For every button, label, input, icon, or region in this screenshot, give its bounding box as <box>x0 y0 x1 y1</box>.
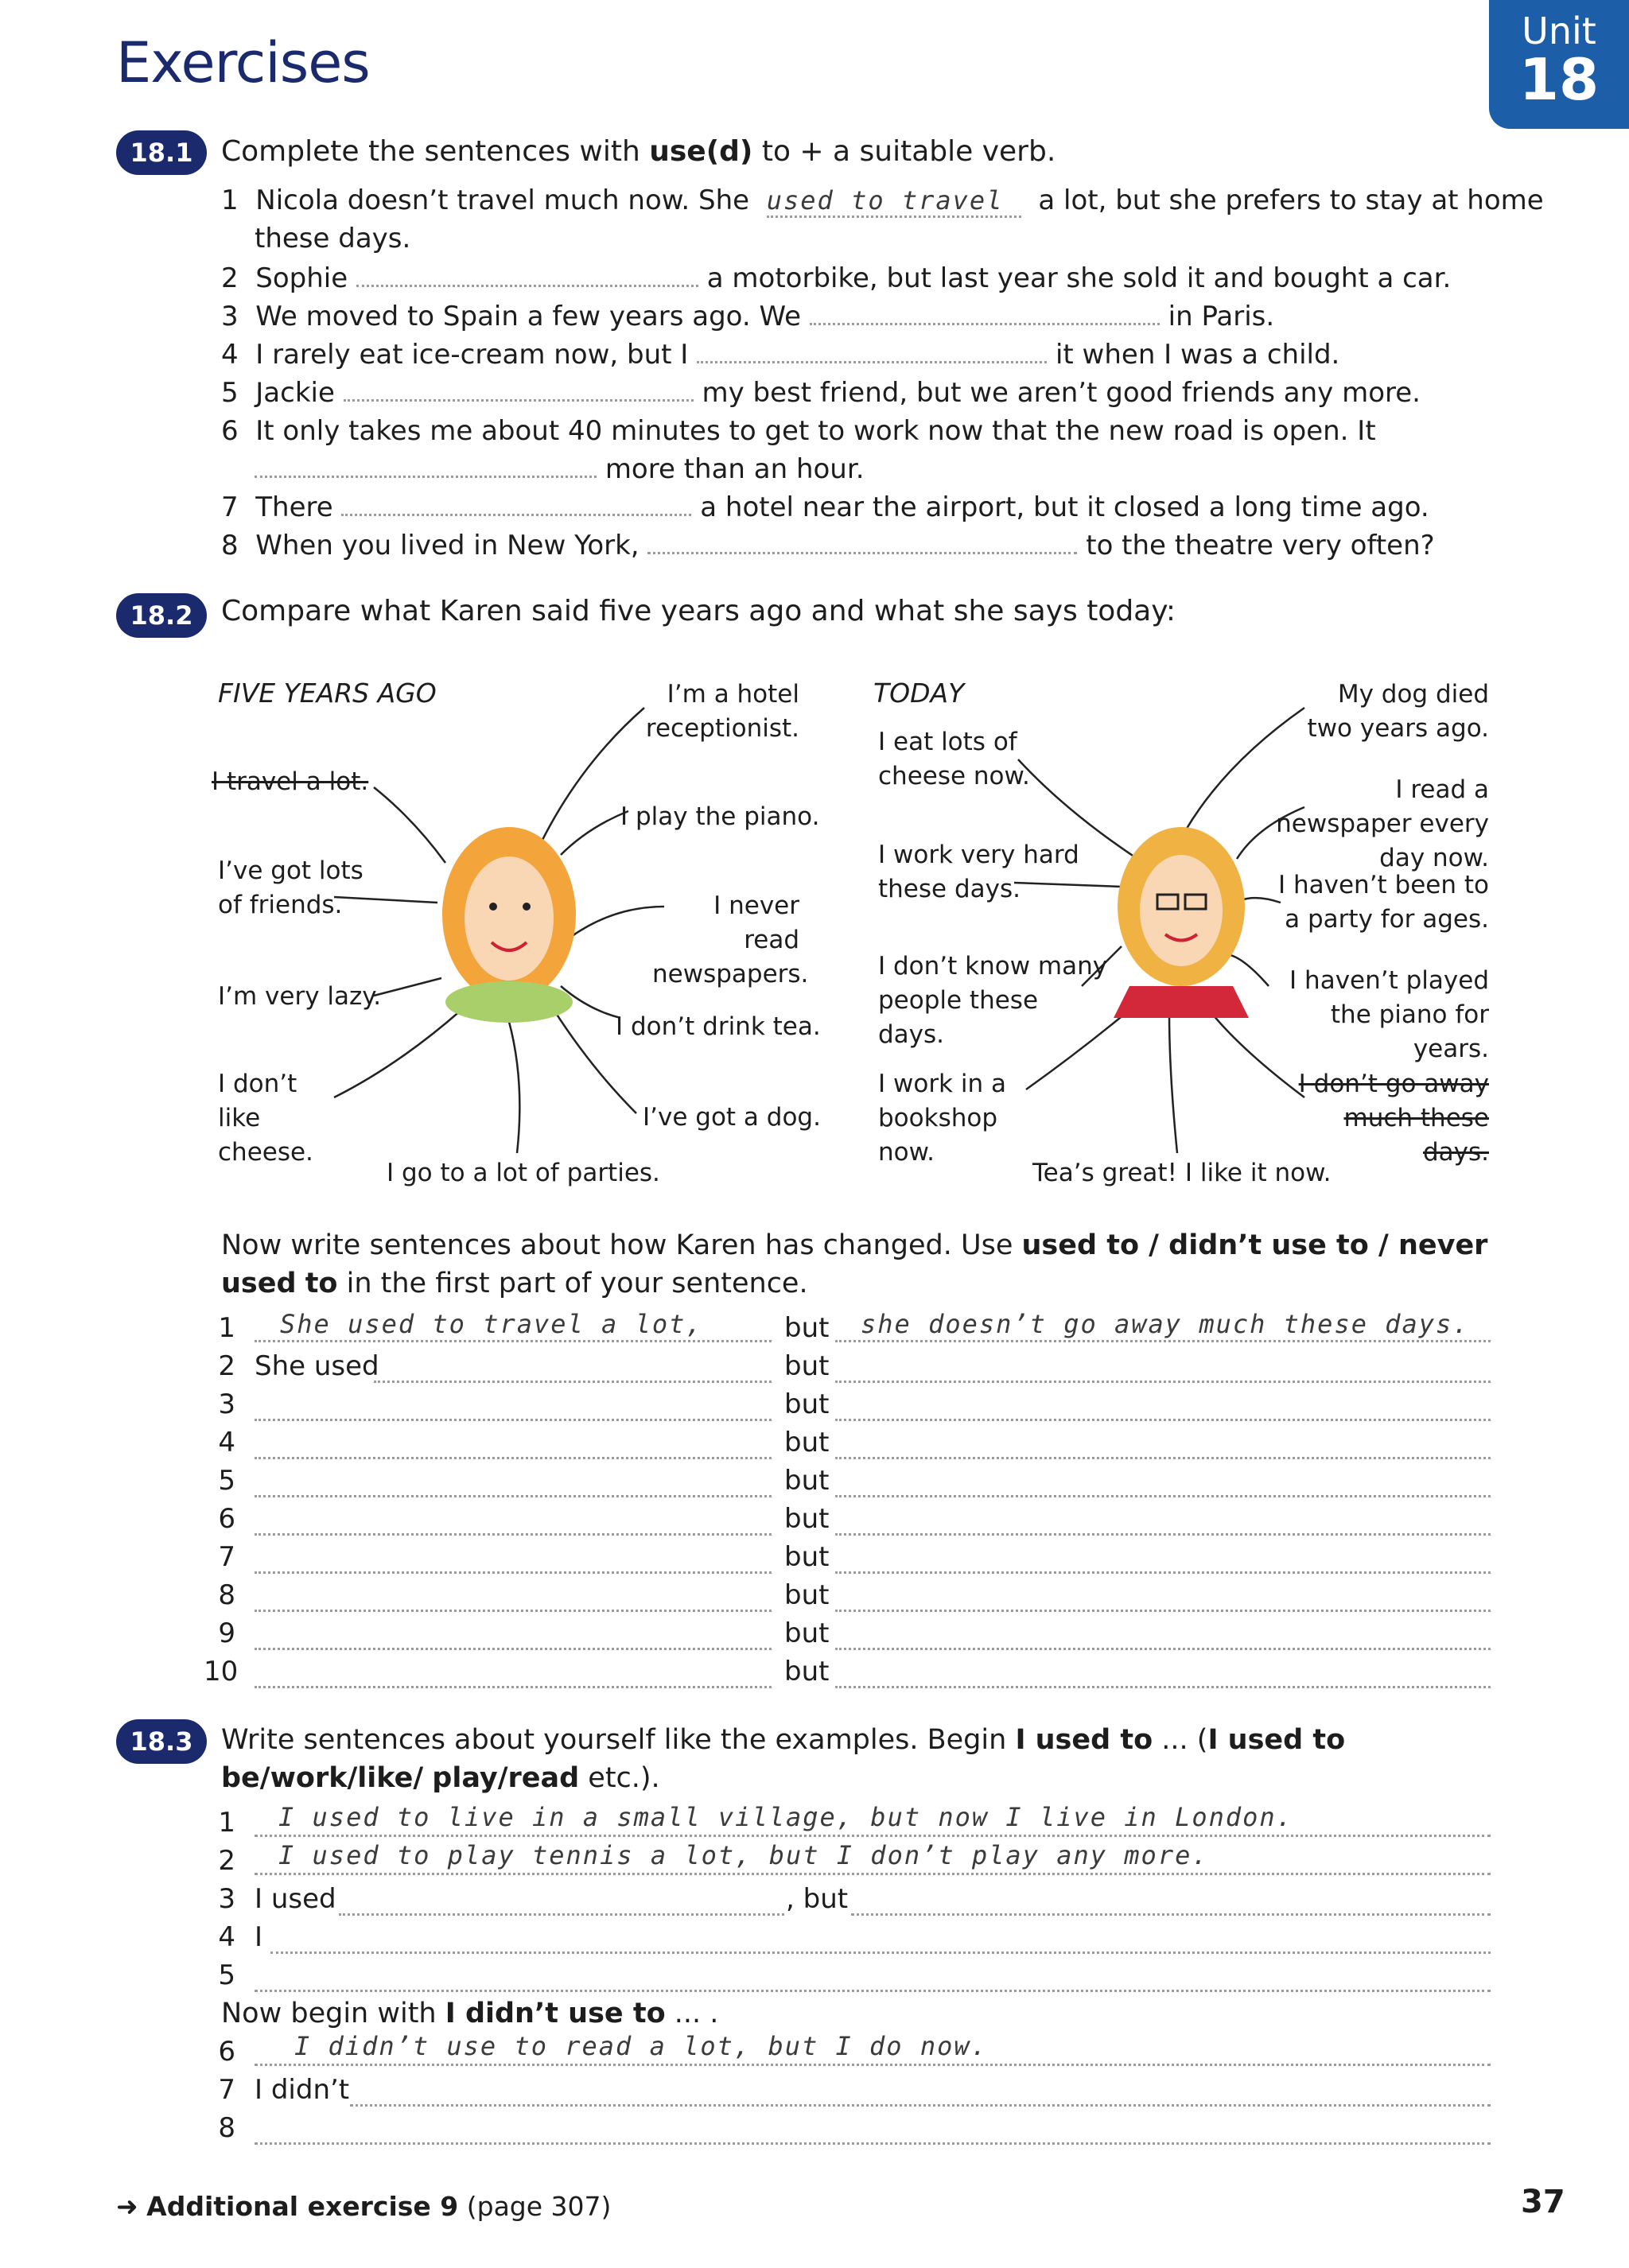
but-word: but <box>784 1427 830 1458</box>
but-word: but <box>784 1465 830 1497</box>
today-label-5: I haven’t been to a party for ages. <box>1277 871 1489 934</box>
today-label-3: I read a newspaper every day now. <box>1276 775 1489 872</box>
row-b-field[interactable] <box>835 1614 1491 1650</box>
past-label-1: I’m a hotel receptionist. <box>645 680 799 743</box>
exercise-18-2-instruction-2: Now write sentences about how Karen has changed. Use used to / didn’t use to / never used to in the first part of your sentence. <box>221 1229 1488 1299</box>
additional-exercise-link[interactable]: ➜ Additional exercise 9 (page 307) <box>116 2191 612 2222</box>
row-number: 5 <box>218 1465 235 1497</box>
row-number: 1 <box>218 1807 235 1839</box>
ex1-item-3: 3 We moved to Spain a few years ago. We in Paris. <box>221 301 1275 332</box>
ex3-item-7-prefix: I didn’t <box>255 2074 350 2106</box>
unit-tab <box>1489 0 1629 129</box>
row-number: 2 <box>218 1350 235 1382</box>
row-number: 6 <box>218 2036 235 2068</box>
row-number: 7 <box>218 2074 235 2106</box>
ex3-answer-2[interactable]: I used to play tennis a lot, but I don’t play any more. <box>255 1840 1491 1875</box>
row-number: 4 <box>218 1427 235 1458</box>
row-b-field[interactable] <box>835 1538 1491 1574</box>
karen-past-face <box>442 827 576 1023</box>
row-number: 3 <box>218 1883 235 1915</box>
ex3-field-3b[interactable] <box>851 1880 1491 1916</box>
row-number: 8 <box>218 2112 235 2144</box>
exercise-badge-18-1: 18.1 <box>116 130 207 175</box>
ex3-answer-6[interactable]: I didn’t use to read a lot, but I do now. <box>255 2031 1491 2066</box>
ex1-item-5: 5 Jackie my best friend, but we aren’t good friends any more. <box>221 377 1421 409</box>
page-title: Exercises <box>116 30 370 95</box>
row-b-field[interactable] <box>835 1652 1491 1688</box>
past-label-8: I don’t like cheese. <box>218 1070 313 1167</box>
row-number: 4 <box>218 1921 235 1953</box>
today-heading: TODAY <box>873 678 965 709</box>
row-b-field[interactable] <box>835 1423 1491 1459</box>
unit-label: Unit <box>1522 10 1596 52</box>
row-a-field[interactable] <box>255 1462 772 1497</box>
but-word: but <box>784 1541 830 1573</box>
row-number: 10 <box>204 1656 239 1687</box>
but-word: but <box>784 1618 830 1649</box>
but-word: but <box>784 1579 830 1611</box>
today-label-2: I eat lots of cheese now. <box>878 728 1030 790</box>
row-number: 6 <box>218 1503 235 1535</box>
row-a-field[interactable] <box>255 1423 772 1459</box>
row-b-field[interactable] <box>835 1500 1491 1536</box>
ex3-subinstruction: Now begin with I didn’t use to ... . <box>221 1998 719 2029</box>
past-label-3: I play the piano. <box>620 802 820 831</box>
past-label-2: I travel a lot. <box>212 767 369 796</box>
row-a-field[interactable] <box>255 1652 772 1688</box>
blank-field[interactable] <box>341 513 691 516</box>
row-b-field[interactable] <box>835 1576 1491 1612</box>
ex3-item-4-prefix: I <box>255 1921 263 1953</box>
but-word: but <box>784 1656 830 1687</box>
row-b-field[interactable]: she doesn’t go away much these days. <box>835 1309 1491 1342</box>
ex1-item-7: 7 There a hotel near the airport, but it closed a long time ago. <box>221 491 1429 523</box>
blank-field[interactable] <box>356 284 698 287</box>
today-label-7: I haven’t played the piano for years. <box>1289 966 1489 1063</box>
ex3-field-5[interactable] <box>255 1956 1491 1992</box>
blank-field[interactable] <box>255 475 597 478</box>
but-word: but <box>784 1350 830 1382</box>
ex1-item-1-cont: these days. <box>255 223 411 254</box>
past-label-5: I never read newspapers. <box>652 891 809 988</box>
exercise-18-1-instruction: Complete the sentences with use(d) to + a suitable verb. <box>221 135 1056 168</box>
exercise-badge-18-3: 18.3 <box>116 1719 207 1764</box>
ex1-item-1: 1 Nicola doesn’t travel much now. She used to travel a lot, but she prefers to stay at home <box>221 184 1544 216</box>
blank-field[interactable] <box>647 551 1077 554</box>
page-number: 37 <box>1521 2184 1565 2220</box>
past-label-4: I’ve got lots of friends. <box>218 856 364 919</box>
ex3-field-7[interactable] <box>350 2071 1491 2107</box>
ex3-field-3a[interactable] <box>339 1880 784 1916</box>
past-heading: FIVE YEARS AGO <box>218 678 437 709</box>
blank-field[interactable] <box>344 398 694 402</box>
karen-today-face <box>1114 827 1249 1018</box>
today-label-9: I don’t go away much these days. <box>1298 1070 1489 1167</box>
row-a-field[interactable] <box>255 1538 772 1574</box>
today-label-4: I work very hard these days. <box>878 841 1079 903</box>
exercise-badge-18-2: 18.2 <box>116 593 207 638</box>
row-number: 9 <box>218 1618 235 1649</box>
row-number: 1 <box>218 1312 235 1344</box>
row-number: 5 <box>218 1959 235 1991</box>
but-word: but <box>784 1388 830 1420</box>
row-number: 2 <box>218 1845 235 1877</box>
ex3-answer-1[interactable]: I used to live in a small village, but now I live in London. <box>255 1802 1491 1837</box>
ex3-item-3-mid: , but <box>786 1883 849 1915</box>
ex1-item-8: 8 When you lived in New York, to the theatre very often? <box>221 530 1435 561</box>
blank-field[interactable] <box>697 360 1047 363</box>
today-label-8: I work in a bookshop now. <box>878 1070 1006 1167</box>
row-b-field[interactable] <box>835 1462 1491 1497</box>
today-label-6: I don’t know many people these days. <box>878 952 1108 1049</box>
arrow-right-icon: ➜ <box>116 2191 138 2222</box>
unit-number: 18 <box>1518 46 1600 113</box>
row-a-field[interactable] <box>374 1347 772 1383</box>
row-a-field[interactable] <box>255 1576 772 1612</box>
past-label-7: I don’t drink tea. <box>616 1012 821 1041</box>
row-number: 8 <box>218 1579 235 1611</box>
row-b-field[interactable] <box>835 1347 1491 1383</box>
row-a-field[interactable] <box>255 1614 772 1650</box>
ex3-field-4[interactable] <box>270 1918 1491 1954</box>
today-label-10: Tea’s great! I like it now. <box>1032 1159 1332 1187</box>
exercise-18-2-instruction: Compare what Karen said five years ago and what she says today: <box>221 595 1176 627</box>
but-word: but <box>784 1503 830 1535</box>
blank-field[interactable] <box>810 322 1160 325</box>
row-a-field[interactable] <box>255 1500 772 1536</box>
row-a-field[interactable]: She used to travel a lot, <box>255 1309 772 1342</box>
ex1-item-2: 2 Sophie a motorbike, but last year she sold it and bought a car. <box>221 262 1452 294</box>
row-a-field[interactable] <box>255 1385 772 1421</box>
ex3-field-8[interactable] <box>255 2109 1491 2145</box>
row-number: 3 <box>218 1388 235 1420</box>
row-number: 7 <box>218 1541 235 1573</box>
ex1-item-4: 4 I rarely eat ice-cream now, but I it when I was a child. <box>221 339 1340 371</box>
past-label-9: I’ve got a dog. <box>643 1103 821 1132</box>
past-label-10: I go to a lot of parties. <box>387 1159 660 1187</box>
exercise-18-3-instruction: Write sentences about yourself like the examples. Begin I used to ... (I used to be/work/like/ play/read etc.). <box>221 1724 1346 1794</box>
ex3-item-3-prefix: I used <box>255 1883 336 1915</box>
row-b-field[interactable] <box>835 1385 1491 1421</box>
today-label-1: My dog died two years ago. <box>1307 680 1489 743</box>
past-label-6: I’m very lazy. <box>218 982 382 1011</box>
row-a-prefix: She used <box>255 1350 379 1382</box>
but-word: but <box>784 1312 830 1344</box>
ex1-item-6-cont: more than an hour. <box>255 453 865 485</box>
ex1-answer-1[interactable]: used to travel <box>767 185 1021 218</box>
ex1-item-6: 6 It only takes me about 40 minutes to get to work now that the new road is open. It <box>221 415 1376 447</box>
